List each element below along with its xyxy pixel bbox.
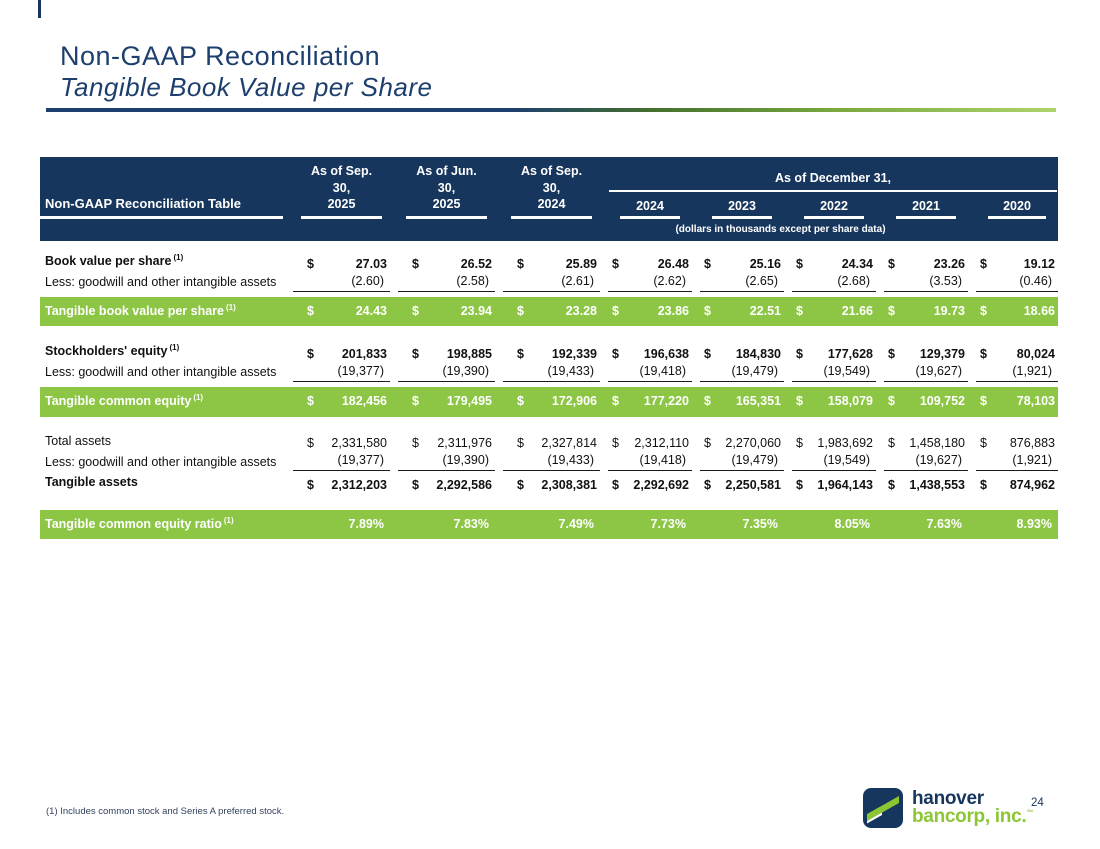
year-header-2021: 2021 bbox=[896, 199, 956, 219]
table-row bbox=[40, 433, 1058, 451]
currency-symbol: $ bbox=[412, 436, 419, 451]
cell-value: 23.26 bbox=[933, 256, 965, 271]
table-row bbox=[40, 364, 1058, 382]
cell-value: 80,024 bbox=[1016, 346, 1055, 361]
cell-value: (19,627) bbox=[915, 363, 962, 378]
currency-symbol: $ bbox=[796, 436, 803, 451]
cell-value: 165,351 bbox=[735, 394, 781, 409]
table-cell bbox=[293, 347, 390, 361]
currency-symbol: $ bbox=[888, 394, 895, 409]
cell-value: 876,883 bbox=[1009, 436, 1055, 451]
cell-value: 27.03 bbox=[355, 256, 387, 271]
cell-value: (19,549) bbox=[823, 453, 870, 468]
company-name-line1: hanover bbox=[912, 787, 984, 809]
page-title: Non-GAAP Reconciliation bbox=[60, 41, 381, 71]
quarter-header-line1: As of Sep. 30, bbox=[520, 164, 583, 195]
currency-symbol: $ bbox=[612, 394, 619, 409]
cell-value: 24.43 bbox=[355, 303, 387, 318]
currency-symbol: $ bbox=[796, 256, 803, 271]
table-cell bbox=[503, 257, 600, 271]
cell-value: (19,433) bbox=[547, 363, 594, 378]
currency-symbol: $ bbox=[517, 394, 524, 409]
row-label: Book value per share $^{(1)}$ bbox=[45, 253, 184, 269]
page-subtitle: Tangible Book Value per Share bbox=[60, 72, 433, 103]
cell-value: 8.05% bbox=[834, 516, 870, 531]
cell-value: (0.46) bbox=[1019, 273, 1052, 288]
currency-symbol: $ bbox=[412, 477, 419, 492]
cell-value: 874,962 bbox=[1009, 477, 1055, 492]
table-cell bbox=[976, 436, 1058, 450]
corner-label: Non-GAAP Reconciliation Table bbox=[40, 196, 283, 219]
table-cell bbox=[884, 257, 968, 271]
currency-symbol: $ bbox=[796, 477, 803, 492]
row-label: Less: goodwill and other intangible assets bbox=[45, 275, 277, 290]
cell-value: 7.63% bbox=[926, 516, 962, 531]
cell-value: (2.68) bbox=[837, 273, 870, 288]
currency-symbol: $ bbox=[704, 394, 711, 409]
corner-tick bbox=[38, 0, 41, 18]
table-cell bbox=[608, 257, 692, 271]
currency-symbol: $ bbox=[888, 436, 895, 451]
cell-value: (2.62) bbox=[653, 273, 686, 288]
cell-value: 23.28 bbox=[565, 303, 597, 318]
table-cell bbox=[700, 453, 784, 471]
row-label: Tangible book value per share $^{(1)}$ bbox=[45, 302, 236, 318]
quarter-header-line1: As of Jun. 30, bbox=[416, 164, 477, 195]
currency-symbol: $ bbox=[412, 303, 419, 318]
green-row-tangible-book-value bbox=[40, 297, 1058, 327]
currency-symbol: $ bbox=[796, 346, 803, 361]
table-cell bbox=[293, 394, 390, 408]
table-cell bbox=[398, 517, 495, 531]
footnote-ref: (1) bbox=[226, 302, 236, 312]
year-header-2020: 2020 bbox=[988, 199, 1046, 219]
cell-value: (1,921) bbox=[1012, 363, 1052, 378]
currency-symbol: $ bbox=[517, 256, 524, 271]
section-stockholders-equity bbox=[40, 342, 1058, 416]
table-cell bbox=[700, 436, 784, 450]
cell-value: (2.65) bbox=[745, 273, 778, 288]
currency-symbol: $ bbox=[412, 394, 419, 409]
cell-value: (19,549) bbox=[823, 363, 870, 378]
cell-value: (1,921) bbox=[1012, 453, 1052, 468]
table-cell bbox=[503, 517, 600, 531]
currency-symbol: $ bbox=[796, 303, 803, 318]
cell-value: 25.89 bbox=[565, 256, 597, 271]
currency-symbol: $ bbox=[980, 256, 987, 271]
cell-value: 7.89% bbox=[348, 516, 384, 531]
table-cell bbox=[792, 453, 876, 471]
table-cell bbox=[398, 347, 495, 361]
logo-icon bbox=[862, 787, 904, 829]
cell-value: 1,964,143 bbox=[817, 477, 873, 492]
table-cell bbox=[976, 257, 1058, 271]
table-cell bbox=[700, 347, 784, 361]
cell-value: 2,250,581 bbox=[725, 477, 781, 492]
table-cell bbox=[293, 257, 390, 271]
table-cell bbox=[700, 364, 784, 382]
currency-symbol: $ bbox=[612, 436, 619, 451]
currency-symbol: $ bbox=[704, 436, 711, 451]
currency-symbol: $ bbox=[612, 303, 619, 318]
table-row bbox=[40, 274, 1058, 292]
cell-value: 1,458,180 bbox=[909, 436, 965, 451]
cell-value: (19,377) bbox=[337, 453, 384, 468]
table-cell bbox=[976, 347, 1058, 361]
green-row-tangible-common-equity bbox=[40, 387, 1058, 417]
cell-value: 201,833 bbox=[341, 346, 387, 361]
cell-value: 7.83% bbox=[453, 516, 489, 531]
table-cell bbox=[884, 304, 968, 318]
table-cell bbox=[398, 453, 495, 471]
table-cell bbox=[608, 453, 692, 471]
green-row-tangible-common-equity-ratio bbox=[40, 510, 1058, 540]
cell-value: 19.73 bbox=[933, 303, 965, 318]
table-cell bbox=[293, 453, 390, 471]
logo-text bbox=[912, 787, 1034, 827]
currency-symbol: $ bbox=[412, 346, 419, 361]
table-cell bbox=[792, 304, 876, 318]
cell-value: 109,752 bbox=[919, 394, 965, 409]
table-cell bbox=[792, 478, 876, 492]
currency-symbol: $ bbox=[307, 436, 314, 451]
table-row bbox=[40, 252, 1058, 271]
cell-value: 158,079 bbox=[827, 394, 873, 409]
table-cell bbox=[293, 478, 390, 492]
cell-value: 1,438,553 bbox=[909, 477, 965, 492]
currency-symbol: $ bbox=[517, 303, 524, 318]
table-cell bbox=[884, 364, 968, 382]
currency-symbol: $ bbox=[612, 346, 619, 361]
cell-value: 18.66 bbox=[1023, 303, 1055, 318]
table-cell bbox=[792, 436, 876, 450]
row-label: Total assets bbox=[45, 433, 112, 448]
cell-value: (2.61) bbox=[561, 273, 594, 288]
currency-symbol: $ bbox=[704, 346, 711, 361]
currency-symbol: $ bbox=[307, 477, 314, 492]
december-group-label: As of December 31, bbox=[609, 171, 1057, 192]
title-rule bbox=[46, 108, 1056, 112]
table-cell bbox=[976, 274, 1058, 292]
units-note: (dollars in thousands except per share data) bbox=[675, 224, 886, 235]
cell-value: 184,830 bbox=[735, 346, 781, 361]
cell-value: (19,390) bbox=[442, 453, 489, 468]
table-cell bbox=[884, 347, 968, 361]
currency-symbol: $ bbox=[517, 477, 524, 492]
table-cell bbox=[976, 304, 1058, 318]
cell-value: 22.51 bbox=[749, 303, 781, 318]
row-label: Tangible assets bbox=[45, 475, 138, 490]
currency-symbol: $ bbox=[888, 303, 895, 318]
table-row bbox=[40, 471, 1058, 492]
cell-value: (19,433) bbox=[547, 453, 594, 468]
cell-value: 198,885 bbox=[446, 346, 492, 361]
currency-symbol: $ bbox=[307, 303, 314, 318]
table-cell bbox=[608, 517, 692, 531]
currency-symbol: $ bbox=[888, 477, 895, 492]
cell-value: (2.60) bbox=[351, 273, 384, 288]
table-cell bbox=[976, 453, 1058, 471]
table-cell bbox=[503, 304, 600, 318]
title-block bbox=[60, 40, 433, 104]
cell-value: 19.12 bbox=[1023, 256, 1055, 271]
quarter-header-jun-2025 bbox=[406, 163, 487, 219]
table-cell bbox=[293, 304, 390, 318]
cell-value: 2,331,580 bbox=[331, 436, 387, 451]
table-cell bbox=[884, 394, 968, 408]
currency-symbol: $ bbox=[517, 346, 524, 361]
table-cell bbox=[608, 394, 692, 408]
cell-value: (19,479) bbox=[731, 453, 778, 468]
cell-value: 177,220 bbox=[643, 394, 689, 409]
cell-value: 7.49% bbox=[558, 516, 594, 531]
section-total-assets bbox=[40, 433, 1058, 492]
cell-value: (19,627) bbox=[915, 453, 962, 468]
table-row bbox=[40, 342, 1058, 361]
table-cell bbox=[976, 478, 1058, 492]
currency-symbol: $ bbox=[307, 394, 314, 409]
cell-value: 2,312,110 bbox=[634, 436, 689, 451]
cell-value: (19,479) bbox=[731, 363, 778, 378]
cell-value: 2,327,814 bbox=[541, 436, 597, 451]
cell-value: 8.93% bbox=[1016, 516, 1052, 531]
row-label: Tangible common equity ratio $^{(1)}$ bbox=[45, 515, 234, 531]
cell-value: 7.35% bbox=[742, 516, 778, 531]
cell-value: 196,638 bbox=[643, 346, 689, 361]
table-cell bbox=[792, 517, 876, 531]
table-cell bbox=[884, 453, 968, 471]
table-cell bbox=[293, 364, 390, 382]
currency-symbol: $ bbox=[888, 256, 895, 271]
cell-value: 129,379 bbox=[919, 346, 965, 361]
quarter-header-line1: As of Sep. 30, bbox=[310, 164, 373, 195]
footnote-ref: (1) bbox=[193, 392, 204, 402]
section-book-value bbox=[40, 252, 1058, 326]
table-cell bbox=[700, 394, 784, 408]
cell-value: (19,390) bbox=[442, 363, 489, 378]
cell-value: 2,308,381 bbox=[541, 477, 597, 492]
cell-value: 26.52 bbox=[460, 256, 492, 271]
cell-value: (2.58) bbox=[456, 273, 489, 288]
quarter-header-line2: 2025 bbox=[327, 196, 356, 211]
table-cell bbox=[792, 347, 876, 361]
cell-value: 2,270,060 bbox=[725, 436, 781, 451]
table-cell bbox=[398, 364, 495, 382]
table-cell bbox=[884, 478, 968, 492]
cell-value: 2,311,976 bbox=[437, 436, 492, 451]
table-cell bbox=[503, 347, 600, 361]
trademark-symbol: ™ bbox=[1026, 809, 1034, 817]
currency-symbol: $ bbox=[980, 346, 987, 361]
cell-value: 2,312,203 bbox=[331, 477, 387, 492]
footnote-ref: (1) bbox=[173, 253, 184, 262]
table-cell bbox=[503, 274, 600, 292]
cell-value: (3.53) bbox=[929, 273, 962, 288]
table-cell bbox=[503, 453, 600, 471]
cell-value: 21.66 bbox=[841, 303, 873, 318]
table-cell bbox=[792, 394, 876, 408]
table-cell bbox=[792, 274, 876, 292]
footnote-ref: (1) bbox=[169, 343, 180, 353]
non-gaap-table bbox=[40, 157, 1058, 539]
table-cell bbox=[700, 517, 784, 531]
table-cell bbox=[608, 436, 692, 450]
table-cell bbox=[398, 478, 495, 492]
table-cell bbox=[293, 517, 390, 531]
table-cell bbox=[503, 436, 600, 450]
cell-value: 78,103 bbox=[1016, 394, 1055, 409]
table-cell bbox=[884, 517, 968, 531]
table-cell bbox=[792, 257, 876, 271]
table-cell bbox=[503, 478, 600, 492]
cell-value: 7.73% bbox=[650, 516, 686, 531]
cell-value: 192,339 bbox=[551, 346, 597, 361]
cell-value: (19,418) bbox=[639, 453, 686, 468]
table-cell bbox=[398, 257, 495, 271]
row-label: Less: goodwill and other intangible assets bbox=[45, 454, 277, 469]
cell-value: 2,292,586 bbox=[436, 477, 492, 492]
cell-value: 179,495 bbox=[446, 394, 492, 409]
currency-symbol: $ bbox=[796, 394, 803, 409]
footnote: (1) Includes common stock and Series A preferred stock. bbox=[46, 806, 285, 817]
quarter-header-sep-2025 bbox=[301, 163, 382, 219]
table-cell bbox=[398, 394, 495, 408]
table-cell bbox=[608, 347, 692, 361]
year-header-2024: 2024 bbox=[620, 199, 680, 219]
currency-symbol: $ bbox=[307, 346, 314, 361]
year-header-2023: 2023 bbox=[712, 199, 772, 219]
footnote-ref: (1) bbox=[223, 515, 234, 525]
table-cell bbox=[608, 364, 692, 382]
currency-symbol: $ bbox=[517, 436, 524, 451]
currency-symbol: $ bbox=[888, 346, 895, 361]
currency-symbol: $ bbox=[704, 256, 711, 271]
quarter-header-sep-2024 bbox=[511, 163, 592, 219]
table-cell bbox=[700, 257, 784, 271]
quarter-header-line2: 2025 bbox=[432, 196, 461, 211]
table-cell bbox=[608, 274, 692, 292]
currency-symbol: $ bbox=[980, 394, 987, 409]
cell-value: (19,377) bbox=[337, 363, 384, 378]
table-header bbox=[40, 157, 1058, 241]
row-label: Tangible common equity $^{(1)}$ bbox=[45, 392, 204, 409]
table-cell bbox=[503, 364, 600, 382]
company-name-line2: bancorp, inc.™ bbox=[912, 806, 1034, 827]
currency-symbol: $ bbox=[704, 477, 711, 492]
table-cell bbox=[398, 274, 495, 292]
table-cell bbox=[792, 364, 876, 382]
row-label: Less: goodwill and other intangible assets bbox=[45, 365, 277, 380]
cell-value: 182,456 bbox=[341, 394, 387, 409]
currency-symbol: $ bbox=[980, 477, 987, 492]
currency-symbol: $ bbox=[412, 256, 419, 271]
table-cell bbox=[398, 436, 495, 450]
cell-value: 26.48 bbox=[657, 256, 689, 271]
currency-symbol: $ bbox=[704, 303, 711, 318]
cell-value: 1,983,692 bbox=[817, 436, 873, 451]
page-number: 24 bbox=[1031, 797, 1044, 809]
table-cell bbox=[976, 517, 1058, 531]
table-cell bbox=[700, 274, 784, 292]
table-cell bbox=[608, 304, 692, 318]
cell-value: 172,906 bbox=[551, 394, 597, 409]
currency-symbol: $ bbox=[612, 256, 619, 271]
currency-symbol: $ bbox=[612, 477, 619, 492]
table-cell bbox=[398, 304, 495, 318]
table-cell bbox=[976, 364, 1058, 382]
logo bbox=[862, 787, 1033, 829]
table-cell bbox=[884, 436, 968, 450]
table-cell bbox=[293, 274, 390, 292]
currency-symbol: $ bbox=[980, 303, 987, 318]
currency-symbol: $ bbox=[980, 436, 987, 451]
table-cell bbox=[700, 304, 784, 318]
table-cell bbox=[976, 394, 1058, 408]
table-cell bbox=[608, 478, 692, 492]
table-cell bbox=[503, 394, 600, 408]
cell-value: 2,292,692 bbox=[633, 477, 689, 492]
currency-symbol: $ bbox=[307, 256, 314, 271]
quarter-header-line2: 2024 bbox=[537, 196, 566, 211]
cell-value: 25.16 bbox=[749, 256, 781, 271]
cell-value: 23.86 bbox=[657, 303, 689, 318]
cell-value: 24.34 bbox=[841, 256, 873, 271]
cell-value: 177,628 bbox=[827, 346, 873, 361]
cell-value: (19,418) bbox=[639, 363, 686, 378]
table-cell bbox=[700, 478, 784, 492]
year-header-2022: 2022 bbox=[804, 199, 864, 219]
table-cell bbox=[293, 436, 390, 450]
cell-value: 23.94 bbox=[460, 303, 492, 318]
table-row bbox=[40, 453, 1058, 471]
row-label: Stockholders' equity $^{(1)}$ bbox=[45, 343, 180, 359]
table-cell bbox=[884, 274, 968, 292]
